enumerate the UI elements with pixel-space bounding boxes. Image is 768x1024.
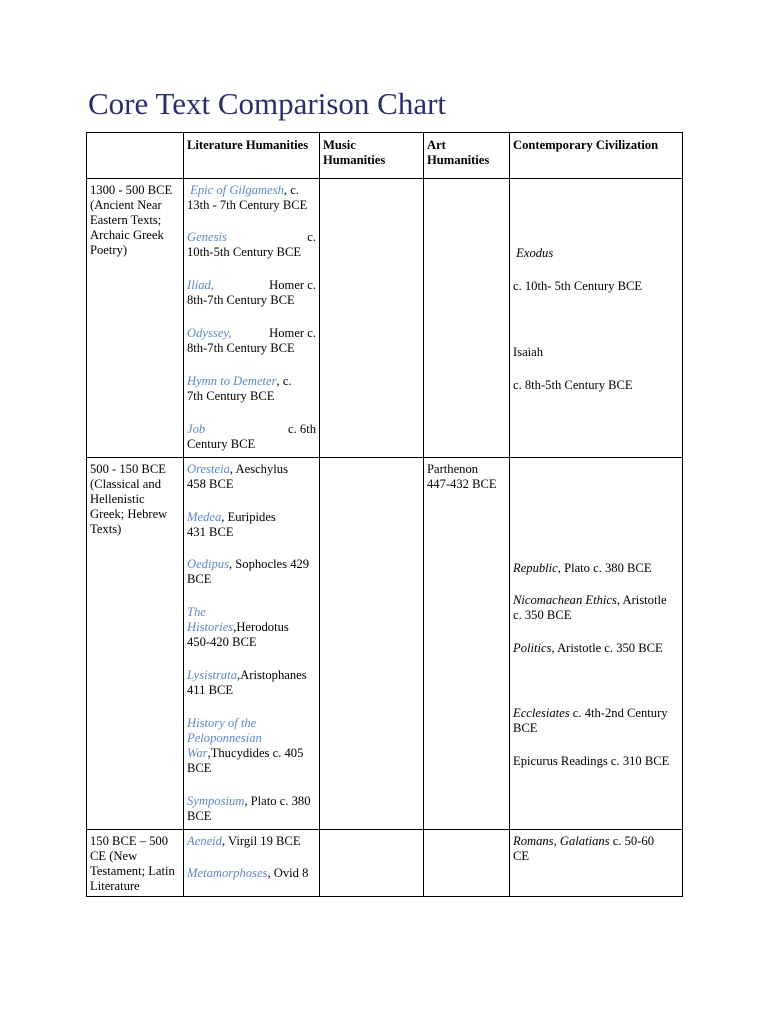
lit-title[interactable]: Lysistrata [187, 668, 238, 682]
lit-entry: Lysistrata,Aristophanes 411 BCE [187, 668, 307, 697]
lit-entry: Job c. 6th Century BCE [187, 422, 316, 451]
lit-title[interactable]: Epic of Gilgamesh [190, 183, 284, 197]
lit-entry: Hymn to Demeter, c. 7th Century BCE [187, 374, 292, 403]
cc-entry: Epicurus Readings c. 310 BCE [513, 754, 670, 768]
lit-title[interactable]: Metamorphoses [187, 866, 268, 880]
table-row [87, 179, 683, 458]
music-cell [320, 179, 424, 458]
lit-title[interactable]: The [187, 605, 206, 619]
header-period [87, 133, 184, 179]
cc-entry: c. 8th-5th Century BCE [513, 378, 633, 392]
lit-title[interactable]: Aeneid [187, 834, 222, 848]
lit-entry: Symposium, Plato c. 380 BCE [187, 794, 311, 823]
comparison-table [86, 132, 683, 897]
lit-title[interactable]: Odyssey, [187, 326, 232, 340]
header-music: Music Humanities [320, 133, 424, 179]
page-title: Core Text Comparison Chart [88, 86, 447, 121]
art-cell [424, 458, 510, 830]
lit-entry: Aeneid, Virgil 19 BCE [187, 834, 301, 848]
lit-title[interactable]: Hymn to Demeter [187, 374, 277, 388]
header-art: Art Humanities [424, 133, 510, 179]
lit-entry: Iliad, Homer c. 8th-7th Century BCE [187, 278, 316, 307]
header-cc: Contemporary Civilization [510, 133, 683, 179]
cc-entry: Nicomachean Ethics, Aristotle c. 350 BCE [513, 593, 667, 622]
table-row [87, 830, 683, 897]
header-row [87, 133, 683, 179]
table-row [87, 458, 683, 830]
period-cell: 1300 - 500 BCE (Ancient Near Eastern Texts; Archaic Greek Poetry) [87, 179, 184, 458]
lit-title[interactable]: Oedipus [187, 557, 229, 571]
lit-entry: Metamorphoses, Ovid 8 [187, 866, 309, 880]
cc-entry: Politics, Aristotle c. 350 BCE [513, 641, 663, 655]
art-entry: Parthenon 447-432 BCE [427, 462, 497, 491]
cc-entry: Ecclesiates c. 4th-2nd Century BCE [513, 706, 668, 735]
lit-title[interactable]: Symposium [187, 794, 245, 808]
lit-title[interactable]: Iliad, [187, 278, 214, 292]
art-cell [424, 830, 510, 897]
cc-entry: Romans, Galatians c. 50-60 CE [513, 834, 654, 863]
period-cell: 150 BCE – 500 CE (New Testament; Latin Literature [87, 830, 184, 897]
lit-entry: Oresteia, Aeschylus 458 BCE [187, 462, 288, 491]
lit-title[interactable]: History of the [187, 716, 257, 730]
lit-entry: Genesis c. 10th-5th Century BCE [187, 230, 316, 259]
cc-entry: Republic, Plato c. 380 BCE [513, 561, 652, 575]
lit-title[interactable]: Oresteia [187, 462, 230, 476]
lit-title[interactable]: Histories [187, 620, 234, 634]
lit-entry: Odyssey, Homer c. 8th-7th Century BCE [187, 326, 316, 355]
lit-entry: Oedipus, Sophocles 429 BCE [187, 557, 310, 586]
literature-cell [184, 830, 320, 897]
cc-entry: Exodus [516, 246, 554, 260]
lit-title[interactable]: Genesis [187, 230, 227, 244]
cc-cell [510, 830, 683, 897]
literature-cell [184, 179, 320, 458]
period-cell: 500 - 150 BCE (Classical and Hellenistic Greek; Hebrew Texts) [87, 458, 184, 830]
cc-entry: c. 10th- 5th Century BCE [513, 279, 643, 293]
art-cell [424, 179, 510, 458]
cc-cell [510, 179, 683, 458]
literature-cell [184, 458, 320, 830]
cc-cell [510, 458, 683, 830]
lit-entry: History of the Peloponnesian War,Thucydides c. 405 BCE [187, 716, 316, 776]
lit-title[interactable]: War [187, 746, 208, 760]
music-cell [320, 458, 424, 830]
lit-title[interactable]: Job [187, 422, 206, 436]
lit-entry: Medea, Euripides 431 BCE [187, 510, 276, 539]
lit-title[interactable]: Peloponnesian [187, 731, 262, 745]
lit-entry: Epic of Gilgamesh, c. 13th - 7th Century BCE [187, 183, 308, 212]
lit-entry: The Histories,Herodotus 450-420 BCE [187, 605, 316, 650]
lit-title[interactable]: Medea [187, 510, 222, 524]
music-cell [320, 830, 424, 897]
header-literature: Literature Humanities [184, 133, 320, 179]
cc-entry: Isaiah [513, 345, 544, 359]
